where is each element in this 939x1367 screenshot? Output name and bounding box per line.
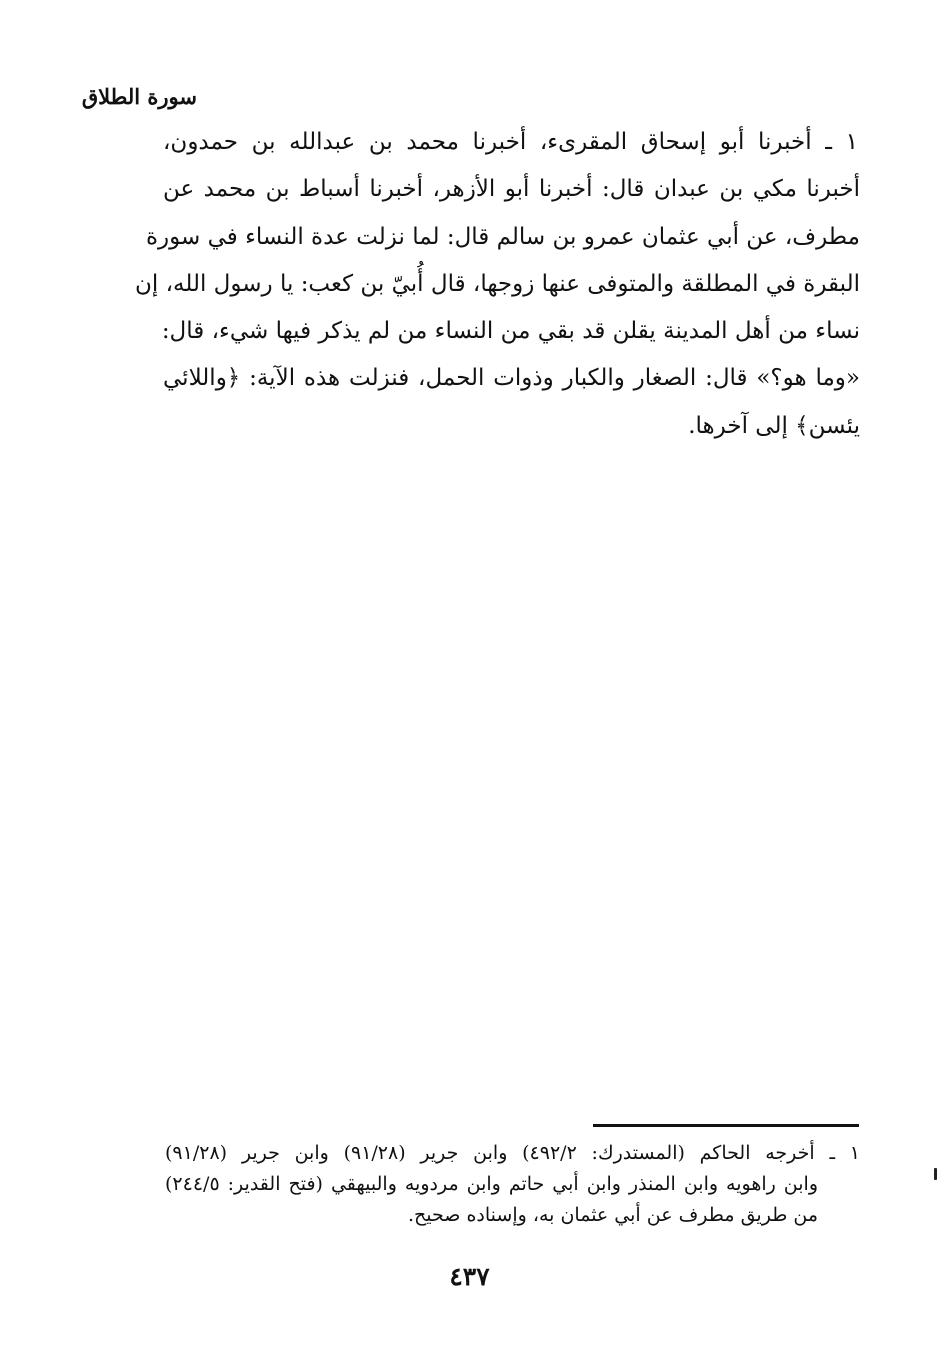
- scan-edge-mark: [934, 1168, 937, 1180]
- footnote-line-2: وابن راهويه وابن المنذر وابن أبي حاتم وابن مردويه والبيهقي (فتح القدير: ٢٤٤/٥): [165, 1173, 818, 1195]
- text-line-5: نساء من أهل المدينة يقلن قد بقي من النساء من لم يذكر فيها شيء، قال:: [161, 318, 860, 345]
- text-line-6: «وما هو؟» قال: الصغار والكبار وذوات الحمل، فنزلت هذه الآية: ﴿واللائي: [163, 365, 860, 392]
- running-title: سورة الطلاق: [81, 84, 197, 109]
- main-text: [135, 119, 860, 450]
- text-line-3: مطرف، عن أبي عثمان عمرو بن سالم قال: لما نزلت عدة النساء في سورة: [145, 223, 860, 250]
- text-line-1: ١ ـ أخبرنا أبو إسحاق المقرىء، أخبرنا محمد بن عبدالله بن حمدون،: [163, 129, 858, 155]
- footnotes: [165, 1138, 860, 1231]
- footnote-separator: [593, 1124, 859, 1127]
- text-line-7: يئسن﴾ إلى آخرها.: [688, 412, 860, 439]
- footnote-line-3: من طريق مطرف عن أبي عثمان به، وإسناده صحيح.: [408, 1204, 818, 1226]
- text-line-2: أخبرنا مكي بن عبدان قال: أخبرنا أبو الأزهر، أخبرنا أسباط بن محمد عن: [163, 176, 860, 203]
- page-number: ٤٣٧: [449, 1262, 490, 1291]
- text-line-4: البقرة في المطلقة والمتوفى عنها زوجها، قال أُبيّ بن كعب: يا رسول الله، إن: [135, 270, 860, 297]
- footnote-line-1: ١ ـ أخرجه الحاكم (المستدرك: ٤٩٢/٢) وابن جرير (٩١/٢٨) وابن جرير (٩١/٢٨): [165, 1142, 860, 1164]
